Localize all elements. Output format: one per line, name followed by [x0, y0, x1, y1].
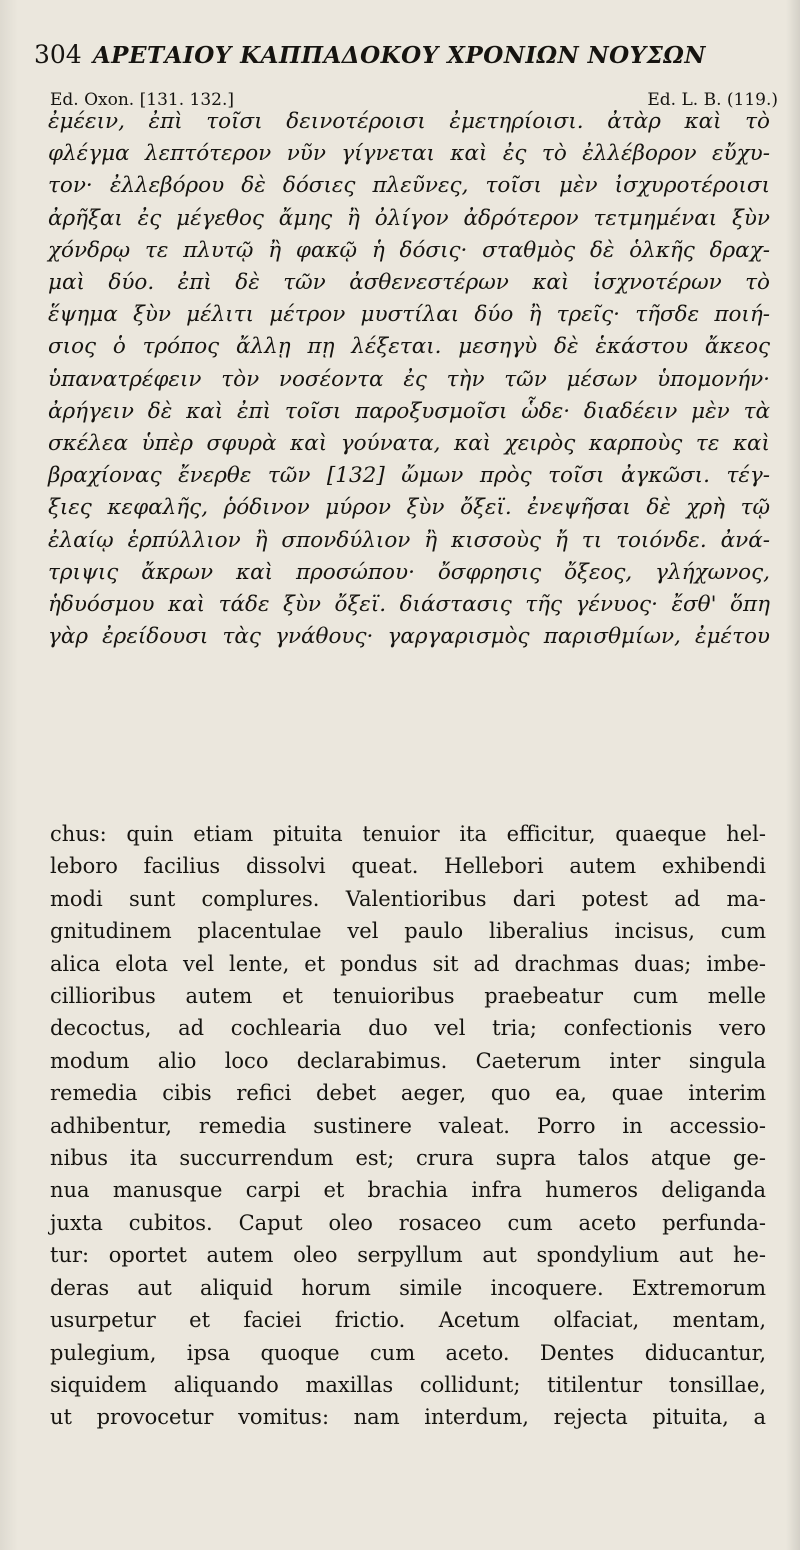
greek-line: ἀρήγειν δὲ καὶ ἐπὶ τοῖσι παροξυσμοῖσι ὧδε· διαδέειν μὲν τὰ — [48, 398, 770, 424]
latin-line: siquidem aliquando maxillas collidunt; titilentur tonsillae, — [50, 1372, 766, 1397]
latin-line: usurpetur et faciei frictio. Acetum olfaciat, mentam, — [50, 1308, 766, 1333]
latin-line: gnitudinem placentulae vel paulo liberalius incisus, cum — [50, 919, 766, 944]
latin-line: nua manusque carpi et brachia infra humeros deliganda — [50, 1178, 766, 1203]
greek-line: ἀρῆξαι ἐς μέγεθος ἄμης ἢ ὀλίγον ἀδρότερον τετμημέναι ξὺν — [48, 205, 770, 231]
latin-line: pulegium, ipsa quoque cum aceto. Dentes diducantur, — [50, 1340, 766, 1365]
edition-lb: Ed. L. B. (119.) — [647, 90, 778, 110]
greek-line: μαὶ δύο. ἐπὶ δὲ τῶν ἀσθενεστέρων καὶ ἰσχνοτέρων τὸ — [48, 270, 770, 296]
greek-line: ξιες κεφαλῆς, ῥόδινον μύρον ξὺν ὄξεϊ. ἐνεψῆσαι δὲ χρὴ τῷ — [48, 495, 770, 521]
latin-line: juxta cubitos. Caput oleo rosaceo cum aceto perfunda- — [50, 1210, 766, 1235]
latin-line: leboro facilius dissolvi queat. Hellebori autem exhibendi — [50, 854, 766, 879]
greek-line: χόνδρῳ τε πλυτῷ ἢ φακῷ ἡ δόσις· σταθμὸς δὲ ὁλκῆς δραχ- — [48, 237, 770, 263]
greek-text-block — [48, 106, 770, 653]
latin-line: adhibentur, remedia sustinere valeat. Porro in accessio- — [50, 1113, 766, 1138]
greek-line: σιος ὁ τρόπος ἄλλῃ πῃ λέξεται. μεσηγὺ δὲ ἑκάστου ἄκεος — [48, 334, 770, 360]
latin-line: alica elota vel lente, et pondus sit ad drachmas duas; imbe- — [50, 951, 766, 976]
greek-line: ἐλαίῳ ἑρπύλλιον ἢ σπονδύλιον ἢ κισσοὺς ἤ τι τοιόνδε. ἀνά- — [48, 527, 770, 553]
greek-line: ὑπανατρέφειν τὸν νοσέοντα ἐς τὴν τῶν μέσων ὑπομονήν· — [48, 366, 770, 392]
greek-line: γὰρ ἐρείδουσι τὰς γνάθους· γαργαρισμὸς παρισθμίων, ἐμέτου — [48, 624, 770, 650]
latin-line: modum alio loco declarabimus. Caeterum inter singula — [50, 1048, 766, 1073]
latin-line: tur: oportet autem oleo serpyllum aut spondylium aut he- — [50, 1243, 766, 1268]
greek-line: βραχίονας ἔνερθε τῶν [132] ὤμων πρὸς τοῖσι ἀγκῶσι. τέγ- — [48, 463, 770, 489]
latin-line: cillioribus autem et tenuioribus praebeatur cum melle — [50, 984, 766, 1009]
latin-line: remedia cibis refici debet aeger, quo ea, quae interim — [50, 1081, 766, 1106]
greek-line: σκέλεα ὑπὲρ σφυρὰ καὶ γούνατα, καὶ χειρὸς καρποὺς τε καὶ — [48, 431, 770, 457]
greek-line: φλέγμα λεπτότερον νῦν γίγνεται καὶ ἐς τὸ ἐλλέβορον εὔχυ- — [48, 141, 770, 167]
latin-line: deras aut aliquid horum simile incoquere. Extremorum — [50, 1275, 766, 1300]
latin-line: nibus ita succurrendum est; crura supra talos atque ge- — [50, 1146, 766, 1171]
edition-oxon: Ed. Oxon. [131. 132.] — [50, 90, 234, 110]
greek-line: ἕψημα ξὺν μέλιτι μέτρον μυστίλαι δύο ἢ τρεῖς· τῆσδε ποιή- — [48, 302, 770, 328]
greek-line: ἐμέειν, ἐπὶ τοῖσι δεινοτέροισι ἐμετηρίοισι. ἀτὰρ καὶ τὸ — [48, 109, 770, 134]
greek-line: τριψις ἄκρων καὶ προσώπου· ὄσφρησις ὄξεος, γλήχωνος, — [48, 559, 770, 585]
latin-line: ut provocetur vomitus: nam interdum, rejecta pituita, a — [50, 1405, 766, 1430]
latin-line: chus: quin etiam pituita tenuior ita efficitur, quaeque hel- — [50, 822, 766, 846]
latin-line: modi sunt complures. Valentioribus dari potest ad ma- — [50, 886, 766, 911]
running-head: ΑΡΕΤΑΙΟΥ ΚΑΠΠΑΔΟΚΟΥ ΧΡΟΝΙΩΝ ΝΟΥΣΩΝ — [92, 42, 706, 69]
page-number: 304 — [34, 40, 82, 69]
greek-line: ἡδυόσμου καὶ τάδε ξὺν ὄξεϊ. διάστασις τῆς γένυος· ἔσθ' ὅπη — [48, 592, 770, 618]
greek-line: τον· ἐλλεβόρου δὲ δόσιες πλεῦνες, τοῖσι μὲν ἰσχυροτέροισι — [48, 173, 770, 199]
latin-text-block — [50, 818, 766, 1434]
page-header — [34, 40, 764, 80]
latin-line: decoctus, ad cochlearia duo vel tria; confectionis vero — [50, 1016, 766, 1041]
